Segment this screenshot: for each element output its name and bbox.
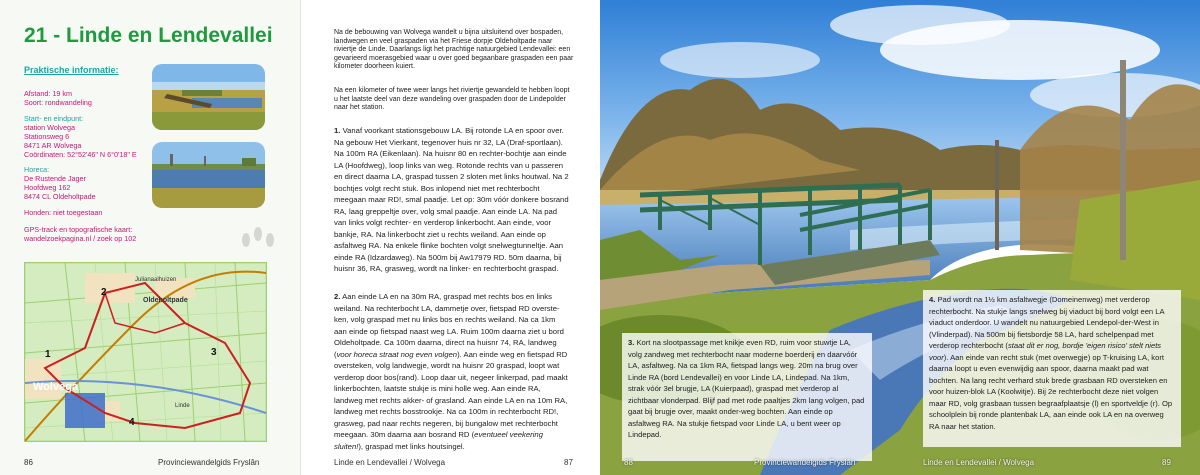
map-marker: 1 bbox=[45, 349, 51, 360]
step-note: voor horeca straat nog even volgen bbox=[336, 349, 458, 359]
photo-boardwalk bbox=[152, 64, 265, 130]
map-marker: 4 bbox=[129, 417, 135, 428]
route-step-3 bbox=[622, 333, 872, 461]
map-label-road: Julianaalhuizen bbox=[135, 277, 177, 283]
practical-info-heading: Praktische informatie: bbox=[24, 65, 119, 75]
start-line: station Wolvega bbox=[24, 123, 76, 132]
gps-info bbox=[24, 225, 159, 243]
dogs-info bbox=[24, 208, 159, 217]
route-step-4 bbox=[923, 290, 1181, 447]
step-text: ), graspad met links houtsingel. bbox=[358, 441, 465, 451]
start-line: 8471 AR Wolvega bbox=[24, 141, 82, 150]
start-info bbox=[24, 114, 159, 159]
map-label-wolvega: Wolvega bbox=[33, 381, 79, 393]
intro-paragraph: Na een kilometer of twee weer langs het riviertje gewandeld te hebben loopt u het laatste deel van deze wandeling over graspaden door de Lindepolder naar het station. bbox=[334, 87, 570, 112]
gps-link[interactable]: wandelzoekpagina.nl / zoek op 102 bbox=[24, 234, 137, 243]
route-step-1 bbox=[334, 125, 570, 275]
page-number: 89 bbox=[1162, 458, 1171, 467]
step-note: eventueel veekering sluiten! bbox=[334, 430, 543, 451]
step-text: Aan einde LA en na 30m RA, graspad met rechts bos en links weiland. Na rechterbocht LA, dammetje over, fietspad RD overste-ken, volg graspad met nu links bos en rechts weiland. Na ca 1km aan einde op fietspad naast weg LA. Ruim 100m daarna ziet u bord Oldeholtpade. Ca 100m daarna, direct na huisnr 74, RA, landweg ( bbox=[334, 292, 564, 359]
step-text: Pad wordt na 1½ km asfaltwegje (Domeinenweg) met verderop rechterbocht. Na stukje langs snelweg bij viaduct bij bord volgt een LA viaduct onderdoor. U wandelt nu natuurgebied Lendepol-der-West in (Vlinderpad). Na 500m bij fietsbordje 58 LA, hard schelpenpad met verderop rechterbocht ( bbox=[929, 295, 1165, 350]
step-text: Vanaf voorkant stationsgebouw LA. Bij rotonde LA en spoor over. Na gebouw Het Vierkant, tegenover huis nr 32, LA (Draf-sportlaan). Na 100m RA (Eikenlaan). Na huisnr 80 en rechter-bochtje aan einde LA (Hoofdweg), loop links van weg. Rotonde rechts van u passeren en direct daarna LA, graspad tussen 2 sloten met links houtwal. Na 2 bochtjes volgt recht stuk. Bos inlopend niet met rechterbocht meegaan maar RD!, smal paadje. Let op: 30m vóór donkere bosrand RA, laag greppeltje over, volg smal paadje. Aan einde LA. Na pad van links volgt rechter- en verderop linkerbocht. Aan einde, voor bankje, RA. Na linkerbocht ziet u rechts weiland. Aan einde op asfaltweg RA. Na enkele flinke bochten volgt snelwegtunneltje. Aan einde RA (Idzardaweg). Na 500m bij Aw17979 RD. 50m daarna, bij huisnr 36, RA, grasweg, wordt na linker- en rechterbocht graspad. bbox=[334, 126, 569, 273]
page-86 bbox=[0, 0, 300, 475]
horeca-line: 8474 CL Oldeholtpade bbox=[24, 192, 96, 201]
page-number: 86 bbox=[24, 458, 33, 467]
walk-title: 21 - Linde en Lendevallei bbox=[24, 24, 273, 47]
horeca-line: De Rustende Jager bbox=[24, 174, 86, 183]
start-label: Start- en eindpunt: bbox=[24, 114, 84, 123]
photo-lake bbox=[152, 142, 265, 208]
step-number: 2. bbox=[334, 292, 341, 301]
horeca-info bbox=[24, 165, 159, 201]
step-text: Kort na slootpassage met knikje even RD, ruim voor stuwtje LA, volg zandweg met rechterbocht naar moderne boerderij en daarvóór LA, asfaltweg. Na ca 1km RA, fietspad langs weg. 20m na brug over Linde RA (bord Lendevallei) en voor Linde LA, Lindepad. Na 1km, strak vóór 3el brugje, LA (Kuierpaad), graspad met verderop al zichtbaar vlonderpad. Blijf pad met rode paaltjes 2km lang volgen, pad gaat bij brugje over, maakt onder-weg bochten. Aan einde op asfaltweg RA. Na stukje fietspad voor Linde LA, u bent weer op Lindepad. bbox=[628, 338, 865, 439]
step-note: staat dit er nog, bordje 'eigen risico' stelt niets voor bbox=[929, 341, 1162, 362]
route-map bbox=[24, 262, 267, 442]
distance-info bbox=[24, 89, 159, 107]
gps-label: GPS-track en topografische kaart: bbox=[24, 225, 133, 234]
footer-guide-name: Provinciewandelgids Fryslân bbox=[754, 458, 856, 467]
step-text: ). Aan einde van recht stuk (met overwegje) op T-kruising LA, kort daarna loopt u even evenwijdig aan spoor, daarna maakt pad wat bochten. Na lang recht verhard stuk brede grasbaan RD oversteken en voor huizen-blok LA (Koolwitje). Bij 2e rechterbocht deze niet volgen maar RD, volg grasbaan tussen begraafplaatsje (l) en sportveldje (r). Op schoolplein bij ronde plantenbak LA, aan einde ook LA en na overweg RA naar het station. bbox=[929, 352, 1173, 431]
horeca-label: Horeca: bbox=[24, 165, 50, 174]
page-number: 88 bbox=[624, 458, 633, 467]
map-marker: 3 bbox=[211, 347, 217, 358]
footer-route-name: Linde en Lendevallei / Wolvega bbox=[334, 458, 446, 467]
start-line: Stationsweg 6 bbox=[24, 132, 70, 141]
walk-type-line: Soort: rondwandeling bbox=[24, 98, 92, 107]
page-87 bbox=[300, 0, 601, 475]
footprints-icon bbox=[238, 222, 280, 250]
distance-line: Afstand: 19 km bbox=[24, 89, 72, 98]
route-step-2 bbox=[334, 291, 570, 452]
dogs-line: Honden: niet toegestaan bbox=[24, 208, 103, 217]
step-number: 1. bbox=[334, 126, 341, 135]
footer-guide-name: Provinciewandelgids Fryslân bbox=[158, 458, 260, 467]
photo-spread bbox=[600, 0, 1200, 475]
footer-route-name: Linde en Lendevallei / Wolvega bbox=[923, 458, 1035, 467]
map-label-linde: Linde bbox=[175, 403, 190, 409]
step-text: ). Aan einde weg en fietspad RD oversteken, volg landwegje, wordt na huisnr 20 graspad, loopt wat verderop door bos(rand). Loop daar uit, negeer linkerpad, pad maakt linkerbochten, laatste stukje is mini holle weg. Aan einde RA, landweg met rechts akker- of grasland. Aan einde LA en na 10m RA, landweg met rechts bosstrookje. Na ca 100m in rechterbocht RD!, grasweg, pad naar rechts negeren, bij bungalow met rechterbocht meegaan. 30m daarna aan bosrand RD ( bbox=[334, 349, 568, 439]
step-number: 4. bbox=[929, 295, 936, 304]
page-number: 87 bbox=[564, 458, 573, 467]
map-label-oldeholtpade: Oldeholtpade bbox=[143, 297, 188, 304]
intro-paragraph: Na de bebouwing van Wolvega wandelt u bijna uitsluitend over bospaden, landwegen en veel graspaden via het Friese dorpje Oldeholtpade naar riviertje de Linde. Daarlangs ligt het prachtige natuurgebied Lendevallei: een gevarieerd moerasgebied waar u over goed begaanbare graspaden een paar kilometer doorheen kuiert. bbox=[334, 29, 574, 71]
map-marker: 2 bbox=[101, 287, 107, 298]
coordinates-line: Coördinaten: 52°52'46" N 6°0'18" E bbox=[24, 150, 137, 159]
step-number: 3. bbox=[628, 338, 635, 347]
horeca-line: Hoofdweg 162 bbox=[24, 183, 71, 192]
